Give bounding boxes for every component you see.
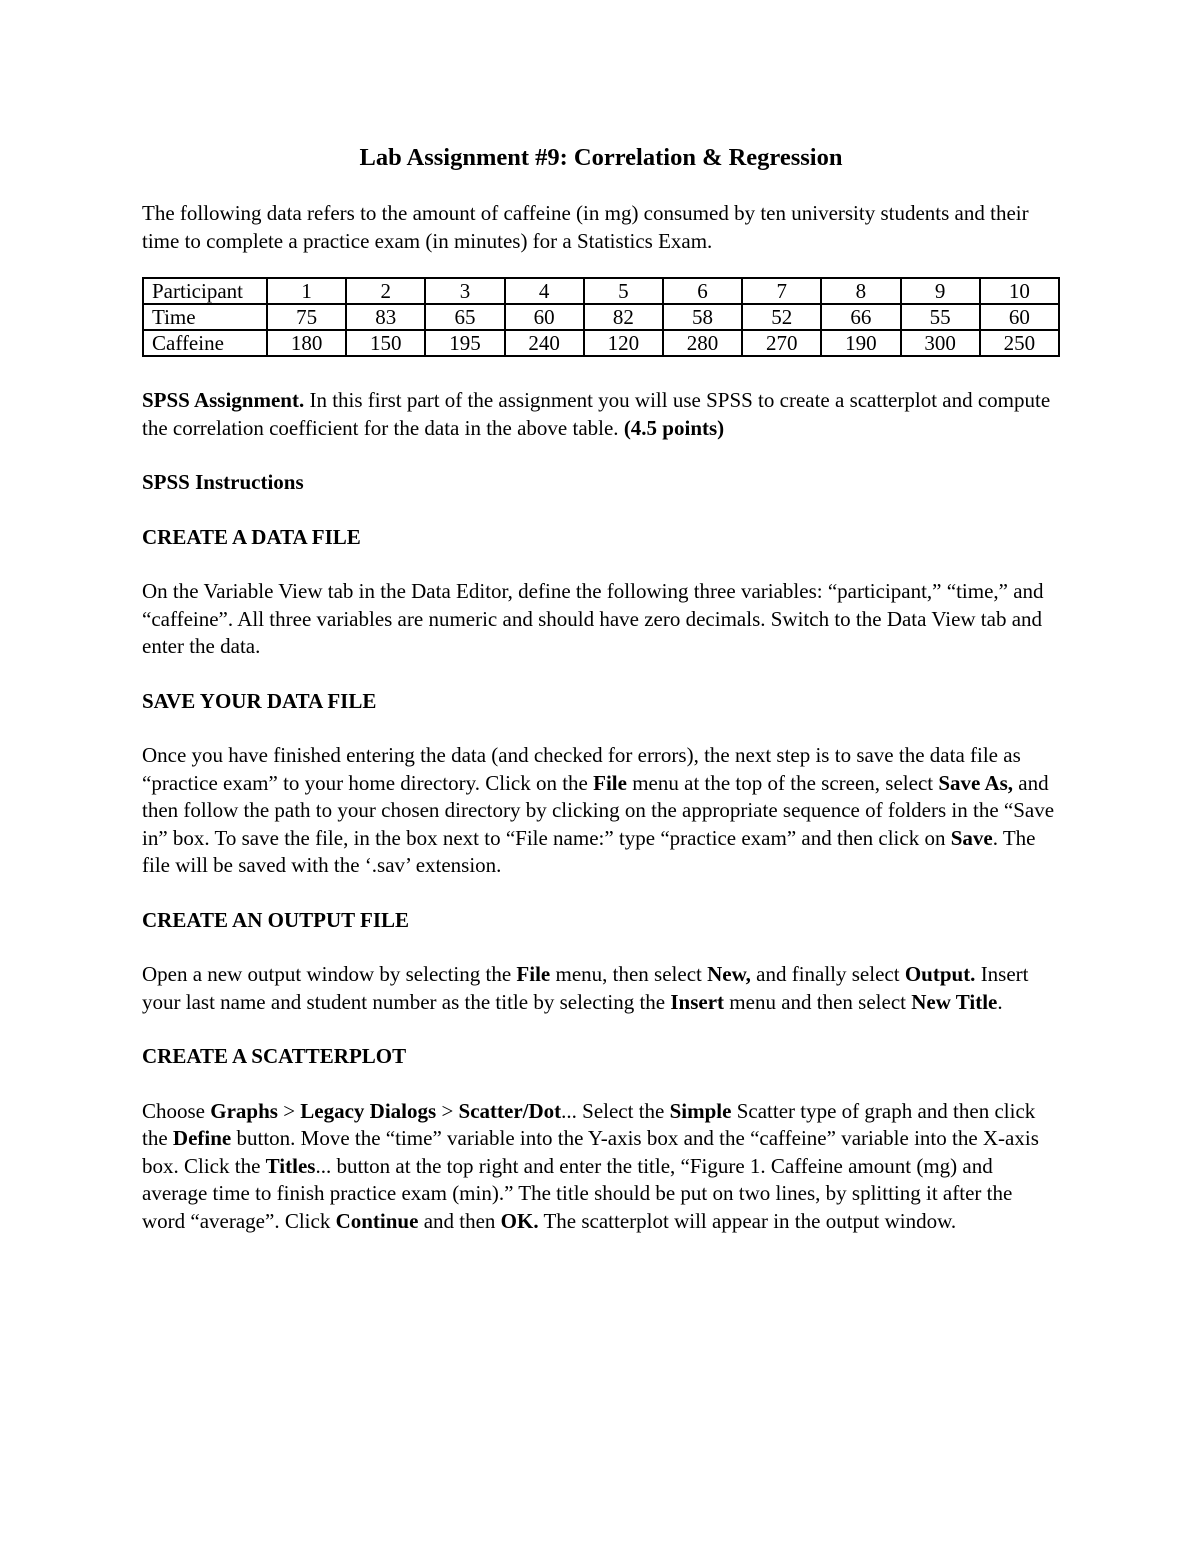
- row-label: Time: [143, 304, 267, 330]
- table-cell: 8: [821, 278, 900, 304]
- table-cell: 10: [980, 278, 1059, 304]
- text-run: >: [436, 1098, 459, 1123]
- bold-term-legacy-dialogs: Legacy Dialogs: [300, 1098, 437, 1123]
- spss-assignment-text: In this first part of the assignment you will use SPSS to create a scatterplot and compute the correlation coefficient for the data in the above table.: [142, 388, 1051, 440]
- table-cell: 4: [505, 278, 584, 304]
- save-data-file-heading: SAVE YOUR DATA FILE: [142, 688, 377, 713]
- bold-term-insert: Insert: [670, 989, 725, 1014]
- text-run: ... button at the top right and enter the title, “Figure 1. Caffeine amount (mg) and average time to finish practice exam (min).” The title should be put on two lines, by splitting it after the word “average”. Click: [142, 1153, 1013, 1233]
- table-cell: 65: [425, 304, 504, 330]
- table-cell: 270: [742, 330, 821, 356]
- table-cell: 240: [505, 330, 584, 356]
- row-label: Caffeine: [143, 330, 267, 356]
- text-run: >: [277, 1098, 301, 1123]
- table-cell: 55: [901, 304, 980, 330]
- bold-term-simple: Simple: [669, 1098, 732, 1123]
- table-cell: 5: [584, 278, 663, 304]
- bold-term-file: File: [593, 770, 627, 795]
- table-cell: 83: [346, 304, 425, 330]
- text-run: ... Select the: [561, 1098, 670, 1123]
- bold-term-continue: Continue: [335, 1208, 419, 1233]
- table-cell: 300: [901, 330, 980, 356]
- text-run: Insert your last name and student number as the title by selecting the: [142, 962, 1029, 1014]
- text-run: button. Move the “time” variable into the Y-axis box and the “caffeine” variable into the X-axis box. Click the: [142, 1126, 1039, 1178]
- table-cell: 60: [505, 304, 584, 330]
- table-cell: 3: [425, 278, 504, 304]
- points-label: (4.5 points): [623, 415, 725, 440]
- table-cell: 52: [742, 304, 821, 330]
- bold-term-graphs: Graphs: [210, 1098, 278, 1123]
- text-run: Choose: [142, 1098, 211, 1123]
- spss-assignment-paragraph: [142, 387, 1060, 442]
- create-scatterplot-heading: CREATE A SCATTERPLOT: [142, 1044, 407, 1068]
- document-page: [142, 138, 1060, 1235]
- table-cell: 190: [821, 330, 900, 356]
- text-run: The scatterplot will appear in the output window.: [538, 1208, 957, 1233]
- spss-assignment-lead: SPSS Assignment.: [142, 388, 305, 412]
- create-output-file-text: [142, 961, 1060, 1016]
- bold-term-file: File: [516, 962, 551, 986]
- table-cell: 250: [980, 330, 1059, 356]
- table-row-participant: [143, 278, 1059, 304]
- table-cell: 82: [584, 304, 663, 330]
- text-run: Once you have finished entering the data (and checked for errors), the next step is to save the data file as “practice exam” to your home directory. Click on the: [142, 743, 1021, 795]
- bold-term-new: New,: [707, 962, 751, 986]
- table-cell: 280: [663, 330, 742, 356]
- text-run: and finally select: [750, 962, 905, 986]
- create-data-file-heading: CREATE A DATA FILE: [142, 524, 361, 549]
- text-run: and then follow the path to your chosen directory by clicking on the appropriate sequence of folders in the “Save in” box. To save the file, in the box next to “File name:” type “practice exam” and then click on: [142, 770, 1055, 850]
- instructions-heading: SPSS Instructions: [142, 470, 304, 494]
- create-output-file-heading: CREATE AN OUTPUT FILE: [142, 907, 410, 932]
- table-cell: 195: [425, 330, 504, 356]
- table-cell: 66: [821, 304, 900, 330]
- text-run: menu and then select: [724, 989, 912, 1014]
- table-cell: 7: [742, 278, 821, 304]
- table-row-caffeine: [143, 330, 1059, 356]
- bold-term-output: Output.: [904, 962, 976, 986]
- text-run: menu, then select: [550, 962, 708, 986]
- text-run: .: [997, 989, 1003, 1014]
- text-run: Scatter type of graph and then click the: [142, 1098, 1036, 1150]
- intro-paragraph: The following data refers to the amount of caffeine (in mg) consumed by ten university students and their time to complete a practice exam (in minutes) for a Statistics Exam.: [142, 201, 1029, 253]
- data-table: [142, 277, 1060, 357]
- table-cell: 120: [584, 330, 663, 356]
- create-data-file-text: On the Variable View tab in the Data Editor, define the following three variables: “participant,” “time,” and “caffeine”. All three variables are numeric and should have zero decimals. Switch to the Data View tab and enter the data.: [142, 579, 1044, 658]
- bold-term-ok: OK.: [500, 1208, 539, 1233]
- table-cell: 150: [346, 330, 425, 356]
- text-run: and then: [418, 1208, 501, 1233]
- bold-term-scatter-dot: Scatter/Dot: [458, 1098, 562, 1123]
- table-cell: 58: [663, 304, 742, 330]
- row-label: Participant: [143, 278, 267, 304]
- bold-term-save-as: Save As,: [938, 770, 1014, 795]
- table-cell: 180: [267, 330, 346, 356]
- table-cell: 1: [267, 278, 346, 304]
- document-title: Lab Assignment #9: Correlation & Regression: [359, 144, 843, 171]
- table-cell: 9: [901, 278, 980, 304]
- bold-term-save: Save: [950, 825, 993, 850]
- bold-term-titles: Titles: [265, 1153, 316, 1178]
- table-row-time: [143, 304, 1059, 330]
- bold-term-new-title: New Title: [911, 989, 998, 1014]
- text-run: menu at the top of the screen, select: [626, 770, 939, 795]
- table-cell: 6: [663, 278, 742, 304]
- bold-term-define: Define: [172, 1126, 232, 1150]
- create-scatterplot-text: [142, 1098, 1060, 1236]
- save-data-file-text: [142, 742, 1060, 880]
- table-cell: 2: [346, 278, 425, 304]
- table-cell: 75: [267, 304, 346, 330]
- text-run: . The file will be saved with the ‘.sav’ extension.: [142, 825, 1036, 877]
- table-cell: 60: [980, 304, 1059, 330]
- text-run: Open a new output window by selecting the: [142, 962, 517, 986]
